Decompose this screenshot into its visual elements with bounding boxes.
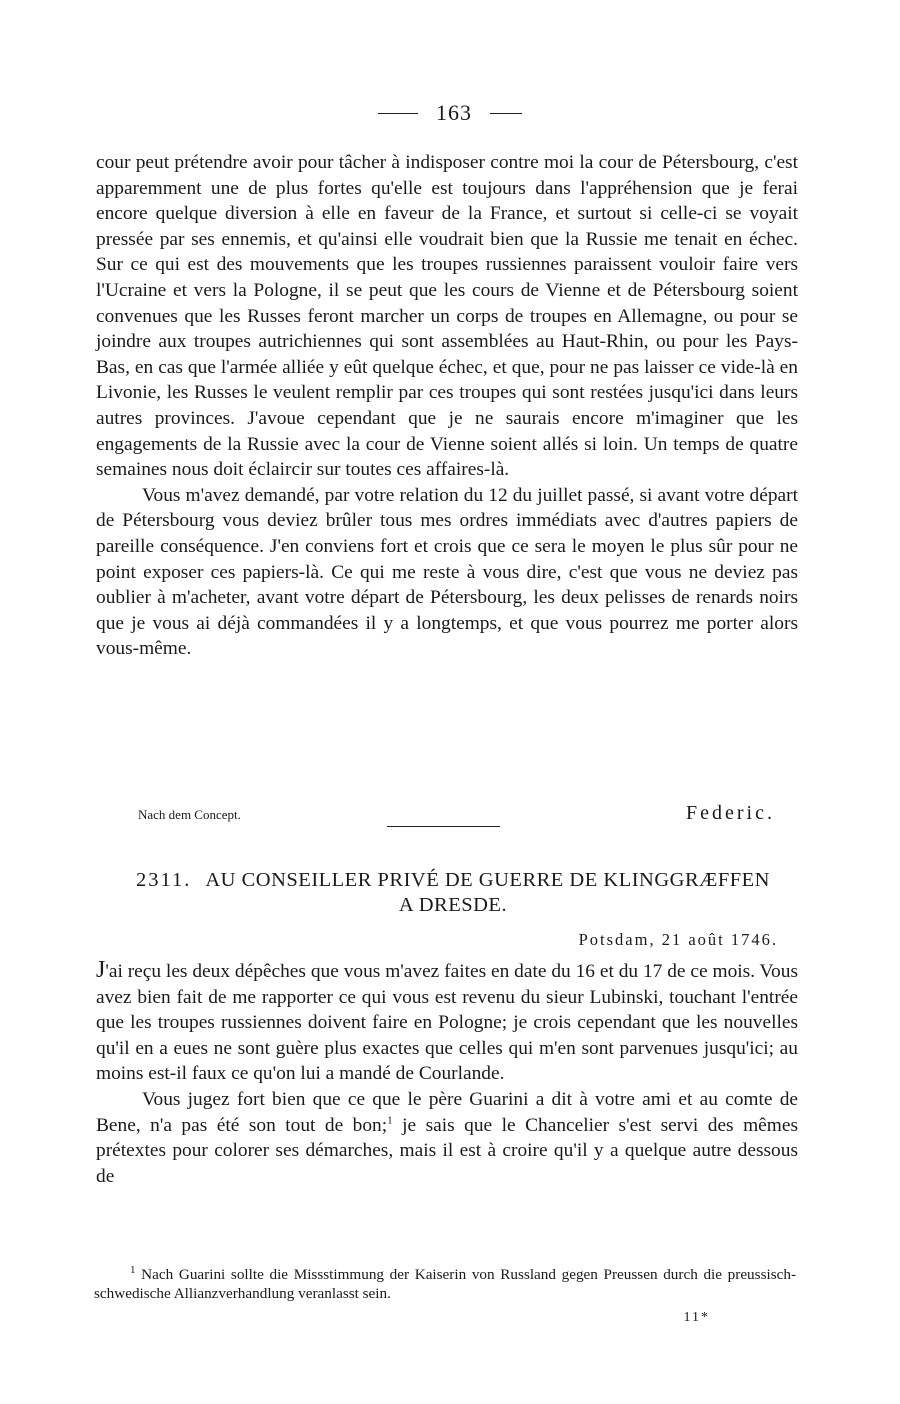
page-number: 163 <box>436 100 472 125</box>
letter-continuation <box>96 150 798 662</box>
signature-row <box>138 802 775 825</box>
sheet-signature: 11* <box>683 1310 710 1325</box>
section-divider <box>387 826 500 827</box>
letter2-paragraph-1-text: 'ai reçu les deux dépêches que vous m'avez faites en date du 16 et du 17 de ce mois. Vous avez bien fait de me rapporter ce qui vous est revenu du sieur Lubinski, touchant l'entrée que les troupes russiennes doivent faire en Pologne; je crois cependant que les nouvelles qu'il en a eues ne sont guère plus exactes que celles qui m'en sont parvenues jusqu'ici; au moins est-il faux ce qu'on lui a mandé de Courlande. <box>96 961 798 1085</box>
header-dash-left <box>378 113 418 114</box>
letter-number: 2311. <box>136 869 192 891</box>
source-note: Nach dem Concept. <box>138 807 241 822</box>
footnote-reference[interactable]: 1 <box>387 1114 393 1127</box>
letter1-paragraph-2: Vous m'avez demandé, par votre relation du 12 du juillet passé, si avant votre départ de Pétersbourg vous deviez brûler tous mes ordres immédiats avec d'autres papiers de pareille conséquence. J'en conviens fort et crois que ce sera le moyen le plus sûr pour ne point exposer ces papiers-là. Ce qui me reste à vous dire, c'est que vous ne deviez pas oublier à m'acheter, avant votre départ de Pétersbourg, les deux pelisses de renards noirs que je vous ai déjà commandées il y a longtemps, et que vous pourrez me porter alors vous-même. <box>96 484 798 660</box>
letter-body <box>96 958 798 1189</box>
letter-title: AU CONSEILLER PRIVÉ DE GUERRE DE KLINGGRÆFFEN A DRESDE. <box>205 869 770 916</box>
letter2-paragraph-2 <box>96 1087 798 1189</box>
letter2-paragraph-2-text-a: Vous jugez fort bien que ce que le père Guarini a dit à votre ami et au comte de Bene, n'a pas été son tout de bon; <box>96 1088 798 1136</box>
signature: Federic. <box>686 802 775 824</box>
letter-heading <box>128 868 778 918</box>
drop-cap: J <box>96 957 106 983</box>
footnote <box>94 1265 796 1303</box>
dateline: Potsdam, 21 août 1746. <box>578 930 778 949</box>
footnote-text: Nach Guarini sollte die Missstimmung der Kaiserin von Russland gegen Preussen durch die preussisch-schwedische Allianzverhandlung veranlasst sein. <box>94 1266 796 1302</box>
letter2-paragraph-2-text-b: je sais que le Chancelier s'est servi des mêmes prétextes pour colorer ses démarches, mais il est à croire qu'il y a quelque autre dessous de <box>96 1114 799 1187</box>
header-dash-right <box>490 113 522 114</box>
letter1-paragraph-1: cour peut prétendre avoir pour tâcher à indisposer contre moi la cour de Pétersbourg, c'est apparemment une de plus fortes qu'elle est toujours dans l'appréhension que je ferai encore quelque diversion à elle en faveur de la France, et surtout si celle-ci se voyait pressée par ses ennemis, et qu'ainsi elle voudrait bien que la Russie me tenait en échec. Sur ce qui est des mouvements que les troupes russiennes paraissent vouloir faire vers l'Ucraine et vers la Pologne, il se peut que les cours de Vienne et de Pétersbourg soient convenues que les Russes feront marcher un corps de troupes en Allemagne, ou pour se joindre aux troupes autrichiennes qui sont assemblées au Haut-Rhin, ou pour les Pays-Bas, en cas que l'armée alliée y eût quelque échec, et que, pour ne pas laisser ce vide-là en Livonie, les Russes le veulent remplir par ces troupes qui sont restées jusqu'ici dans leurs autres provinces. J'avoue cependant que je ne saurais encore m'imaginer que les engagements de la Russie avec la cour de Vienne soient allés si loin. Un temps de quatre semaines nous doit éclaircir sur toutes ces affaires-là. <box>96 152 798 481</box>
letter2-paragraph-1 <box>96 958 798 1087</box>
page-header <box>0 100 900 126</box>
footnote-mark: 1 <box>130 1263 136 1276</box>
